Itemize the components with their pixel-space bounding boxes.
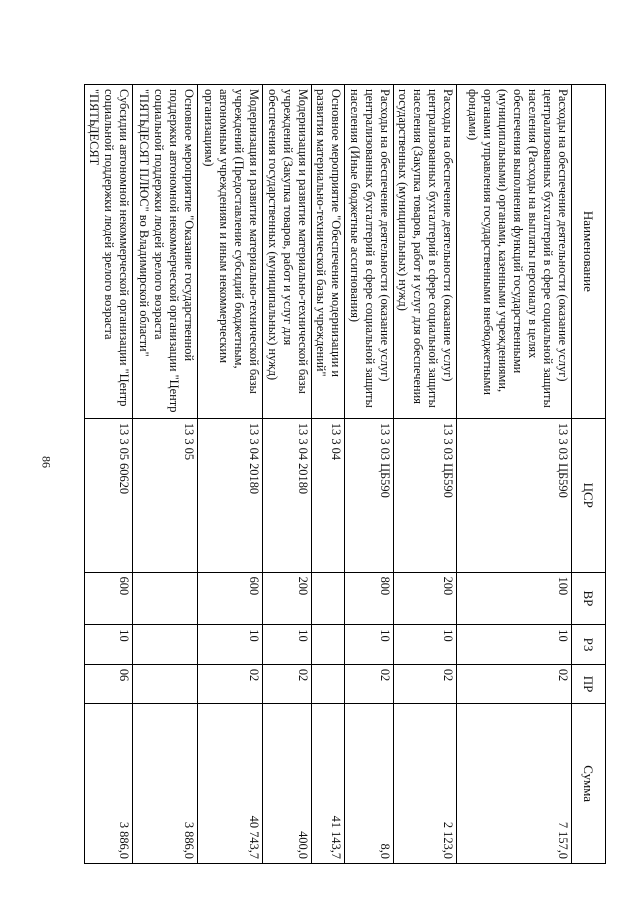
cell-vr xyxy=(312,572,345,625)
cell-rz: 10 xyxy=(85,625,133,665)
cell-rz: 10 xyxy=(198,625,263,665)
budget-table xyxy=(84,84,606,864)
cell-pr xyxy=(312,664,345,704)
cell-csr: 13 3 03 ЦБ590 xyxy=(457,418,572,572)
cell-rz: 10 xyxy=(345,625,394,665)
cell-sum: 3 886,0 xyxy=(133,704,198,864)
cell-vr xyxy=(133,572,198,625)
header-sum: Сумма xyxy=(572,704,606,864)
header-pr: ПР xyxy=(572,664,606,704)
header-name: Наименование xyxy=(572,85,606,419)
cell-pr: 02 xyxy=(198,664,263,704)
table-row xyxy=(133,85,198,864)
cell-sum: 7 157,0 xyxy=(457,704,572,864)
header-csr: ЦСР xyxy=(572,418,606,572)
cell-pr: 06 xyxy=(85,664,133,704)
cell-rz xyxy=(312,625,345,665)
cell-name: Расходы на обеспечение деятельности (оказание услуг) централизованных бухгалтерий в сфере социальной защиты населения (Иные бюджетные ассигнования) xyxy=(345,85,394,419)
cell-rz: 10 xyxy=(457,625,572,665)
header-vr: ВР xyxy=(572,572,606,625)
cell-sum: 8,0 xyxy=(345,704,394,864)
cell-sum: 400,0 xyxy=(263,704,312,864)
page-number: 86 xyxy=(39,456,54,468)
cell-csr: 13 3 05 xyxy=(133,418,198,572)
cell-rz: 10 xyxy=(394,625,457,665)
cell-pr: 02 xyxy=(457,664,572,704)
cell-name: Основное мероприятие "Обеспечение модернизации и развития материально-технической базы учреждений" xyxy=(312,85,345,419)
table-row xyxy=(457,85,572,864)
cell-sum: 41 143,7 xyxy=(312,704,345,864)
rotated-table-container xyxy=(76,84,606,864)
cell-csr: 13 3 04 20180 xyxy=(263,418,312,572)
cell-pr: 02 xyxy=(263,664,312,704)
cell-csr: 13 3 04 20180 xyxy=(198,418,263,572)
cell-vr: 100 xyxy=(457,572,572,625)
cell-pr: 02 xyxy=(345,664,394,704)
cell-csr: 13 3 03 ЦБ590 xyxy=(345,418,394,572)
cell-name: Модернизация и развитие материально-технической базы учреждений (Предоставление субсидий бюджетным, автономным учреждениям и иным некоммерческим организациям) xyxy=(198,85,263,419)
cell-rz: 10 xyxy=(263,625,312,665)
table-header-row xyxy=(572,85,606,864)
cell-sum: 40 743,7 xyxy=(198,704,263,864)
cell-sum: 2 123,0 xyxy=(394,704,457,864)
cell-name: Расходы на обеспечение деятельности (оказание услуг) централизованных бухгалтерий в сфере социальной защиты населения (Закупка товаров, работ и услуг для обеспечения государственных (муниципальных) нужд) xyxy=(394,85,457,419)
cell-name: Основное мероприятие "Оказание государственной поддержки автономной некоммерческой организации "Центр социальной поддержки людей зрелого возраста "ПЯТЬДЕСЯТ ПЛЮС" во Владимирской области" xyxy=(133,85,198,419)
table-row xyxy=(312,85,345,864)
cell-vr: 600 xyxy=(85,572,133,625)
cell-name: Субсидии автономной некоммерческой организации "Центр социальной поддержки людей зрелого возраста "ПЯТЬДЕСЯТ xyxy=(85,85,133,419)
table-row xyxy=(394,85,457,864)
cell-sum: 3 886,0 xyxy=(85,704,133,864)
cell-vr: 800 xyxy=(345,572,394,625)
table-row xyxy=(263,85,312,864)
cell-vr: 600 xyxy=(198,572,263,625)
cell-rz xyxy=(133,625,198,665)
table-row xyxy=(345,85,394,864)
table-row xyxy=(85,85,133,864)
cell-pr xyxy=(133,664,198,704)
cell-pr: 02 xyxy=(394,664,457,704)
cell-csr: 13 3 04 xyxy=(312,418,345,572)
cell-vr: 200 xyxy=(394,572,457,625)
table-row xyxy=(198,85,263,864)
cell-vr: 200 xyxy=(263,572,312,625)
header-rz: РЗ xyxy=(572,625,606,665)
cell-name: Расходы на обеспечение деятельности (оказание услуг) централизованных бухгалтерий в сфере социальной защиты населения (Расходы на выплаты персоналу в целях обеспечения выполнения функций государственными (муниципальными) органами, казенными учреждениями, органами управления государственными внебюджетными фондами) xyxy=(457,85,572,419)
cell-name: Модернизация и развитие материально-технической базы учреждений (Закупка товаров, работ и услуг для обеспечения государственных (муниципальных) нужд) xyxy=(263,85,312,419)
cell-csr: 13 3 05 60620 xyxy=(85,418,133,572)
cell-csr: 13 3 03 ЦБ590 xyxy=(394,418,457,572)
